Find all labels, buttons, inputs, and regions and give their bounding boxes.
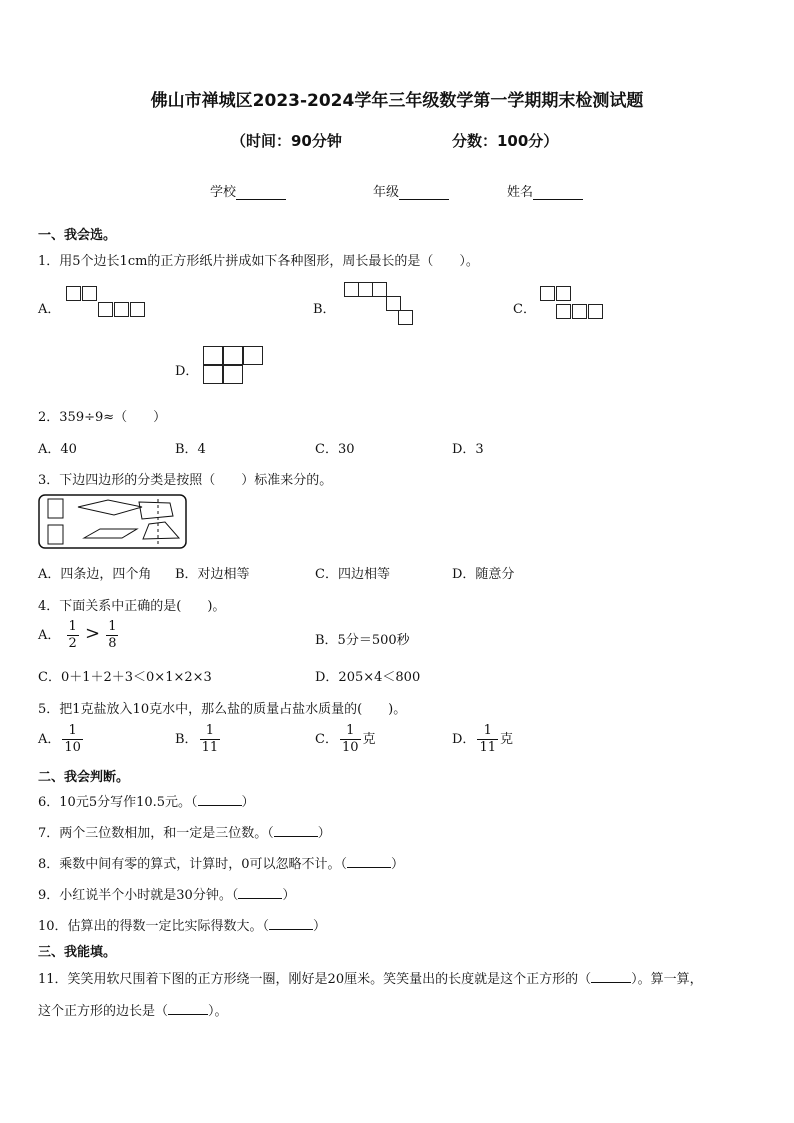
answer-blank-6[interactable] <box>198 793 242 806</box>
question-5: 5．把1克盐放入10克水中，那么盐的质量占盐水质量的( )。 <box>38 702 407 717</box>
q5-b-label: B． <box>175 732 198 747</box>
q1-option-d-label[interactable]: D． <box>175 364 199 379</box>
answer-blank-10[interactable] <box>269 917 313 930</box>
q3-quadrilateral-figure <box>38 494 188 550</box>
q1-option-a-label[interactable]: A． <box>38 302 61 317</box>
q5-a-label: A． <box>38 732 61 747</box>
q2-option-d[interactable]: D．3 <box>452 442 484 457</box>
q5-option-d[interactable] <box>452 724 513 755</box>
q4-option-b[interactable]: B．5分＝500秒 <box>315 633 410 648</box>
question-11-line-1: 11．笑笑用软尺围着下图的正方形绕一圈，刚好是20厘米。笑笑量出的长度就是这个正方形的（ ）。算一算， <box>38 972 703 987</box>
q4-option-d[interactable]: D．205×4＜800 <box>315 670 421 685</box>
grade-field <box>373 181 449 200</box>
judge-item-6: 6．10元5分写作10.5元。（ ） <box>38 795 255 810</box>
q3-option-d[interactable]: D．随意分 <box>452 567 515 582</box>
answer-blank-9[interactable] <box>238 886 282 899</box>
judge-item-7: 7．两个三位数相加，和一定是三位数。（ ） <box>38 826 331 841</box>
school-blank[interactable] <box>236 185 286 200</box>
q5-a-fraction: $\frac{1}{10}$ <box>64 723 81 755</box>
q5-b-fraction: $\frac{1}{11}$ <box>201 723 219 755</box>
q2-option-c[interactable]: C．30 <box>315 442 355 457</box>
q5-c-label: C． <box>315 732 338 747</box>
name-label: 姓名 <box>507 185 534 200</box>
q3-option-c[interactable]: C．四边相等 <box>315 567 390 582</box>
question-3: 3．下边四边形的分类是按照（ ）标准来分的。 <box>38 473 333 488</box>
q5-d-fraction: $\frac{1}{11}$ <box>479 723 496 755</box>
q3-option-a[interactable]: A．四条边，四个角 <box>38 567 152 582</box>
grade-label: 年级 <box>373 185 400 200</box>
school-field <box>210 181 286 200</box>
q5-d-label: D． <box>452 732 476 747</box>
q1-option-b-label[interactable]: B． <box>313 302 336 317</box>
grade-blank[interactable] <box>399 185 449 200</box>
q4-option-a[interactable] <box>38 620 120 651</box>
section-2-heading: 二、我会判断。 <box>38 770 130 785</box>
q4-a-label: A． <box>38 628 61 643</box>
q1-option-c-label[interactable]: C． <box>513 302 536 317</box>
answer-blank-11a[interactable] <box>591 970 631 983</box>
exam-score: 分数：100分） <box>452 132 559 150</box>
q3-option-b[interactable]: B．对边相等 <box>175 567 250 582</box>
judge-item-9: 9．小红说半个小时就是30分钟。（ ） <box>38 888 296 903</box>
judge-item-8: 8．乘数中间有零的算式，计算时，0可以忽略不计。（ ） <box>38 857 405 872</box>
q4-greater-sign: > <box>84 623 101 644</box>
answer-blank-7[interactable] <box>274 824 318 837</box>
q2-option-b[interactable]: B．4 <box>175 442 206 457</box>
answer-blank-8[interactable] <box>347 855 391 868</box>
q5-c-fraction: $\frac{1}{10}$ <box>341 723 359 755</box>
question-11-line-2: 这个正方形的边长是（ ）。 <box>38 1004 228 1019</box>
question-1: 1．用5个边长1cm的正方形纸片拼成如下各种图形，周长最长的是（ ）。 <box>38 254 479 269</box>
question-2: 2．359÷9≈（ ） <box>38 410 167 425</box>
q4-fraction-1: $\frac{1}{2}$ <box>68 619 77 651</box>
q4-fraction-2: $\frac{1}{8}$ <box>108 619 117 651</box>
q5-option-b[interactable] <box>175 724 222 755</box>
q5-d-unit: 克 <box>499 732 513 747</box>
q5-c-unit: 克 <box>362 732 376 747</box>
section-3-heading: 三、我能填。 <box>38 945 117 960</box>
judge-item-10: 10．估算出的得数一定比实际得数大。（ ） <box>38 919 327 934</box>
school-label: 学校 <box>210 185 237 200</box>
question-4: 4．下面关系中正确的是( )。 <box>38 599 226 614</box>
q4-option-c[interactable]: C．0＋1＋2＋3＜0×1×2×3 <box>38 670 212 685</box>
name-field <box>507 181 583 200</box>
answer-blank-11b[interactable] <box>168 1002 208 1015</box>
exam-time: （时间：90分钟 <box>231 132 342 150</box>
q5-option-a[interactable] <box>38 724 85 755</box>
q2-option-a[interactable]: A．40 <box>38 442 77 457</box>
section-1-heading: 一、我会选。 <box>38 228 117 243</box>
page-title: 佛山市禅城区2023-2024学年三年级数学第一学期期末检测试题 <box>150 91 644 111</box>
q5-option-c[interactable] <box>315 724 376 755</box>
name-blank[interactable] <box>533 185 583 200</box>
